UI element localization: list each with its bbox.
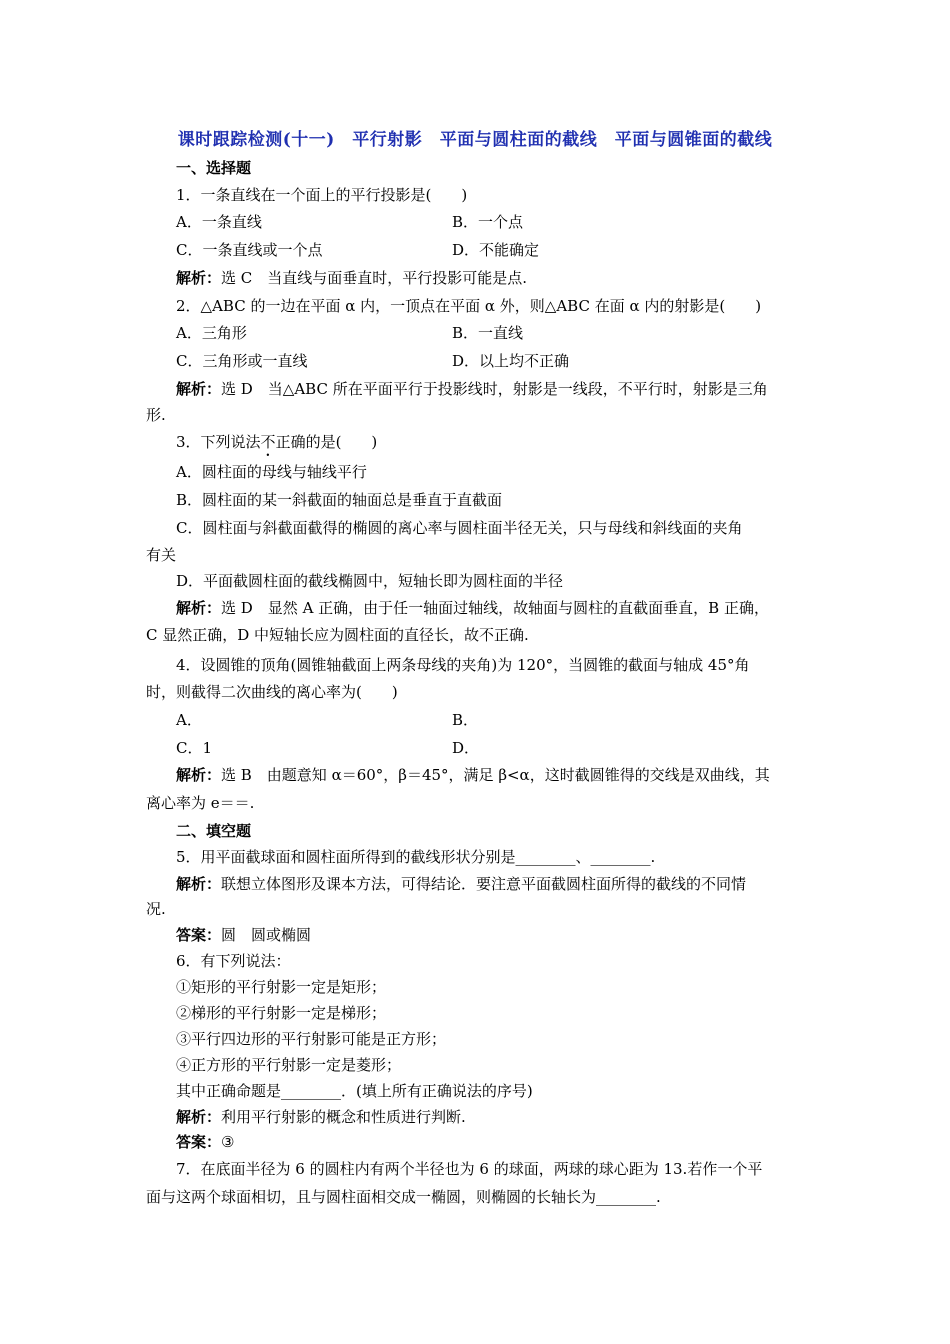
question-2-option-d: D．以上均不正确 (452, 352, 570, 370)
question-4-stem-cont: 时，则截得二次曲线的离心率为( ) (146, 683, 398, 701)
question-3-analysis: 解析：选 D 显然 A 正确，由于任一轴面过轴线，故轴面与圆柱的直截面垂直，B 正确， (176, 599, 769, 617)
question-1-analysis: 解析：选 C 当直线与面垂直时，平行投影可能是点. (176, 269, 528, 287)
question-1-stem: 1．一条直线在一个面上的平行投影是( ) (176, 186, 468, 204)
question-2-analysis-cont: 形. (146, 406, 166, 424)
question-1-option-d: D．不能确定 (452, 241, 540, 259)
question-5-stem: 5．用平面截球面和圆柱面所得到的截线形状分别是________、________. (176, 848, 656, 866)
question-6-question: 其中正确命题是________．(填上所有正确说法的序号) (176, 1082, 533, 1100)
question-3-analysis-cont: C 显然正确，D 中短轴长应为圆柱面的直径长，故不正确. (146, 626, 529, 644)
question-2-option-b: B．一直线 (452, 324, 524, 342)
question-3-stem: 3．下列说法不正确的是( ) (176, 433, 378, 451)
question-4-analysis: 解析：选 B 由题意知 α＝60°，β＝45°，满足 β<α，这时截圆锥得的交线是双曲线，其 (176, 766, 770, 784)
question-4-option-d: D． (452, 739, 480, 757)
question-6-item-2: ②梯形的平行射影一定是梯形； (176, 1004, 387, 1022)
question-1-option-c: C．一条直线或一个点 (176, 241, 323, 259)
question-6-answer: 答案：③ (176, 1133, 235, 1151)
question-6-item-3: ③平行四边形的平行射影可能是正方形； (176, 1030, 447, 1048)
question-4-option-b: B． (452, 711, 479, 729)
question-6-item-1: ①矩形的平行射影一定是矩形； (176, 978, 387, 996)
question-2-analysis: 解析：选 D 当△ABC 所在平面平行于投影线时，射影是一线段，不平行时，射影是三角 (176, 380, 768, 398)
page-title: 课时跟踪检测(十一) 平行射影 平面与圆柱面的截线 平面与圆锥面的截线 (177, 130, 773, 150)
question-1-option-b: B．一个点 (452, 213, 524, 231)
question-3-option-d: D．平面截圆柱面的截线椭圆中，短轴长即为圆柱面的半径 (176, 572, 564, 590)
question-4-option-a: A． (176, 711, 202, 729)
question-3-option-a: A．圆柱面的母线与轴线平行 (176, 463, 367, 481)
question-1-option-a: A．一条直线 (176, 213, 262, 231)
question-5-answer: 答案：圆 圆或椭圆 (176, 926, 312, 944)
question-5-analysis: 解析：联想立体图形及课本方法，可得结论．要注意平面截圆柱面所得的截线的不同情 (176, 875, 747, 893)
question-3-option-c: C．圆柱面与斜截面截得的椭圆的离心率与圆柱面半径无关，只与母线和斜线面的夹角 (176, 519, 743, 537)
question-4-option-c: C．1 (176, 739, 213, 757)
question-6-item-4: ④正方形的平行射影一定是菱形； (176, 1056, 402, 1074)
question-7-stem-cont: 面与这两个球面相切，且与圆柱面相交成一椭圆，则椭圆的长轴长为________. (146, 1188, 661, 1206)
question-2-option-a: A．三角形 (176, 324, 247, 342)
question-6-analysis: 解析：利用平行射影的概念和性质进行判断. (176, 1108, 466, 1126)
question-4-stem: 4．设圆锥的顶角(圆锥轴截面上两条母线的夹角)为 120°，当圆锥的截面与轴成 45°角 (176, 656, 750, 674)
question-6-stem: 6．有下列说法： (176, 952, 291, 970)
section-heading-choice: 一、选择题 (176, 159, 252, 177)
question-4-analysis-cont: 离心率为 e＝＝. (146, 794, 255, 812)
question-2-option-c: C．三角形或一直线 (176, 352, 308, 370)
question-7-stem: 7．在底面半径为 6 的圆柱内有两个半径也为 6 的球面，两球的球心距为 13.若作一个平 (176, 1160, 763, 1178)
section-heading-fill: 二、填空题 (176, 822, 252, 840)
question-2-stem: 2．△ABC 的一边在平面 α 内，一顶点在平面 α 外，则△ABC 在面 α 内的射影是( ) (176, 297, 762, 315)
question-3-option-c-cont: 有关 (146, 546, 177, 564)
question-3-option-b: B．圆柱面的某一斜截面的轴面总是垂直于直截面 (176, 491, 503, 509)
question-5-analysis-cont: 况. (146, 900, 166, 918)
